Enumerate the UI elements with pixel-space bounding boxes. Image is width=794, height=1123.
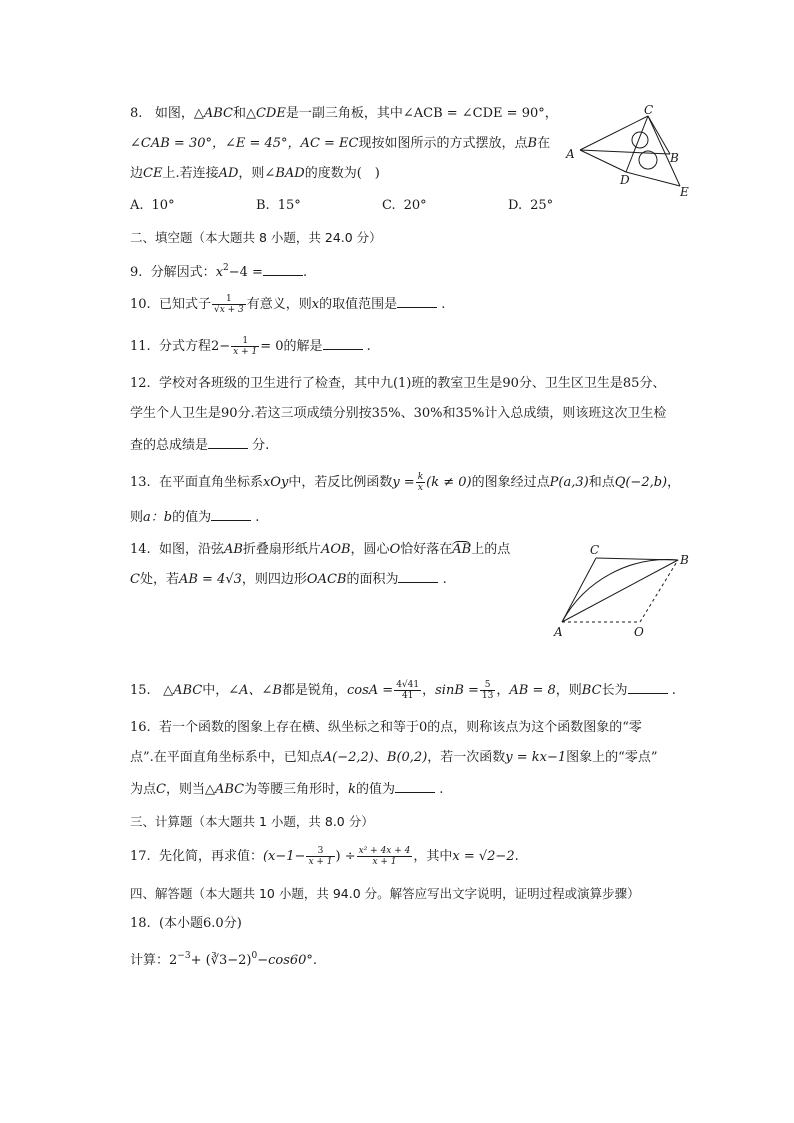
q13-line-1: 13. 在平面直角坐标系xOy中，若反比例函数y = $\frac{k}{x}$ (k ≠ 0)的图象经过点P(a,3)和点Q(−2,b)，	[130, 472, 681, 493]
q8-option-b[interactable]: B. 15°	[256, 198, 301, 213]
q10-answer-blank[interactable]	[397, 295, 437, 308]
q12-line-3: 查的总成绩是 分.	[130, 438, 270, 453]
q17: 17. 先化简，再求值：(x−1− $\frac{3}{x + 1}$ ) ÷ $\frac{\text{x² + 4x + 4}}{x + 1}$ ，其中x = √2−2.	[130, 846, 519, 867]
q12-answer-blank[interactable]	[208, 436, 248, 449]
q14-fig-label-c: C	[590, 543, 600, 557]
q15-answer-blank[interactable]	[628, 681, 668, 694]
q13-answer-blank[interactable]	[211, 508, 251, 521]
q10: 10. 已知式子 $\frac{1}{√x + 3}$ 有意义，则x的取值范围是 .	[130, 294, 446, 315]
q14-fig-label-o: O	[634, 625, 644, 639]
q8-fig-label-d: D	[620, 173, 630, 187]
q14-sector-figure	[548, 540, 698, 642]
q15: 15. △ABC中，∠A、∠B都是锐角，cosA = $\frac{4√41}{41}$ ，sinB = $\frac{5}{13}$ ，AB = 8，则BC长为 .	[130, 680, 676, 701]
q11: 11. 分式方程2− $\frac{1}{x + 1}$ = 0的解是 .	[130, 336, 371, 357]
q13-line-2: 则a：b的值为 .	[130, 510, 260, 525]
q8-option-a[interactable]: A. 10°	[130, 198, 175, 213]
q14-fig-label-a: A	[554, 625, 563, 639]
q14-answer-blank[interactable]	[398, 570, 438, 583]
q8-line-1: 8. 如图，△ABC和△CDE是一副三角板，其中∠ACB = ∠CDE = 90°，	[130, 106, 558, 121]
q8-fig-label-a: A	[566, 147, 575, 161]
section-3-heading: 三、计算题（本大题共 1 小题，共 8.0 分）	[130, 814, 374, 829]
q8-triangle-figure	[560, 102, 700, 202]
q9-answer-blank[interactable]	[263, 263, 303, 276]
q18-header: 18. (本小题6.0分)	[130, 916, 242, 931]
q8-fig-label-b: B	[670, 151, 679, 165]
q14-line-1: 14. 如图，沿弦AB折叠扇形纸片AOB，圆心O恰好落在AB上的点	[130, 542, 511, 557]
q12-line-1: 12. 学校对各班级的卫生进行了检查，其中九(1)班的教室卫生是90分、卫生区卫生是85分、	[130, 376, 666, 391]
q8-line-3: 边CE上.若连接AD，则∠BAD的度数为( )	[130, 166, 380, 181]
q16-line-1: 16. 若一个函数的图象上存在横、纵坐标之和等于0的点，则称该点为这个函数图象的“零	[130, 720, 642, 735]
q8-option-d[interactable]: D. 25°	[508, 198, 554, 213]
q8-number: 8.	[130, 106, 143, 121]
q8-line-2: ∠CAB = 30°，∠E = 45°，AC = EC现按如图所示的方式摆放，点B在	[130, 136, 551, 151]
q16-line-2: 点”.在平面直角坐标系中，已知点A(−2,2)、B(0,2)，若一次函数y = kx−1图象上的“零点”	[130, 750, 658, 765]
q9: 9. 分解因式：$x^2-4$ = .	[130, 263, 308, 280]
section-2-heading: 二、填空题（本大题共 8 小题，共 24.0 分）	[130, 230, 382, 245]
q8-fig-label-c: C	[644, 103, 654, 117]
q14-line-2: C处，若AB = 4√3，则四边形OACB的面积为 .	[130, 572, 447, 587]
section-4-heading: 四、解答题（本大题共 10 小题，共 94.0 分。解答应写出文字说明，证明过程或演算步骤）	[130, 886, 640, 901]
q16-answer-blank[interactable]	[395, 780, 435, 793]
q18-expression: 计算：$2^{-3}+$ (∛3−2)$^0$−cos60°.	[130, 951, 318, 968]
q11-answer-blank[interactable]	[323, 337, 363, 350]
q16-line-3: 为点C，则当△ABC为等腰三角形时，k的值为 .	[130, 782, 444, 797]
q12-line-2: 学生个人卫生是90分.若这三项成绩分别按35%、30%和35%计入总成绩，则该班这次卫生检	[130, 406, 667, 421]
q14-fig-label-b: B	[680, 553, 689, 567]
q8-option-c[interactable]: C. 20°	[382, 198, 427, 213]
q8-fig-label-e: E	[680, 185, 689, 199]
